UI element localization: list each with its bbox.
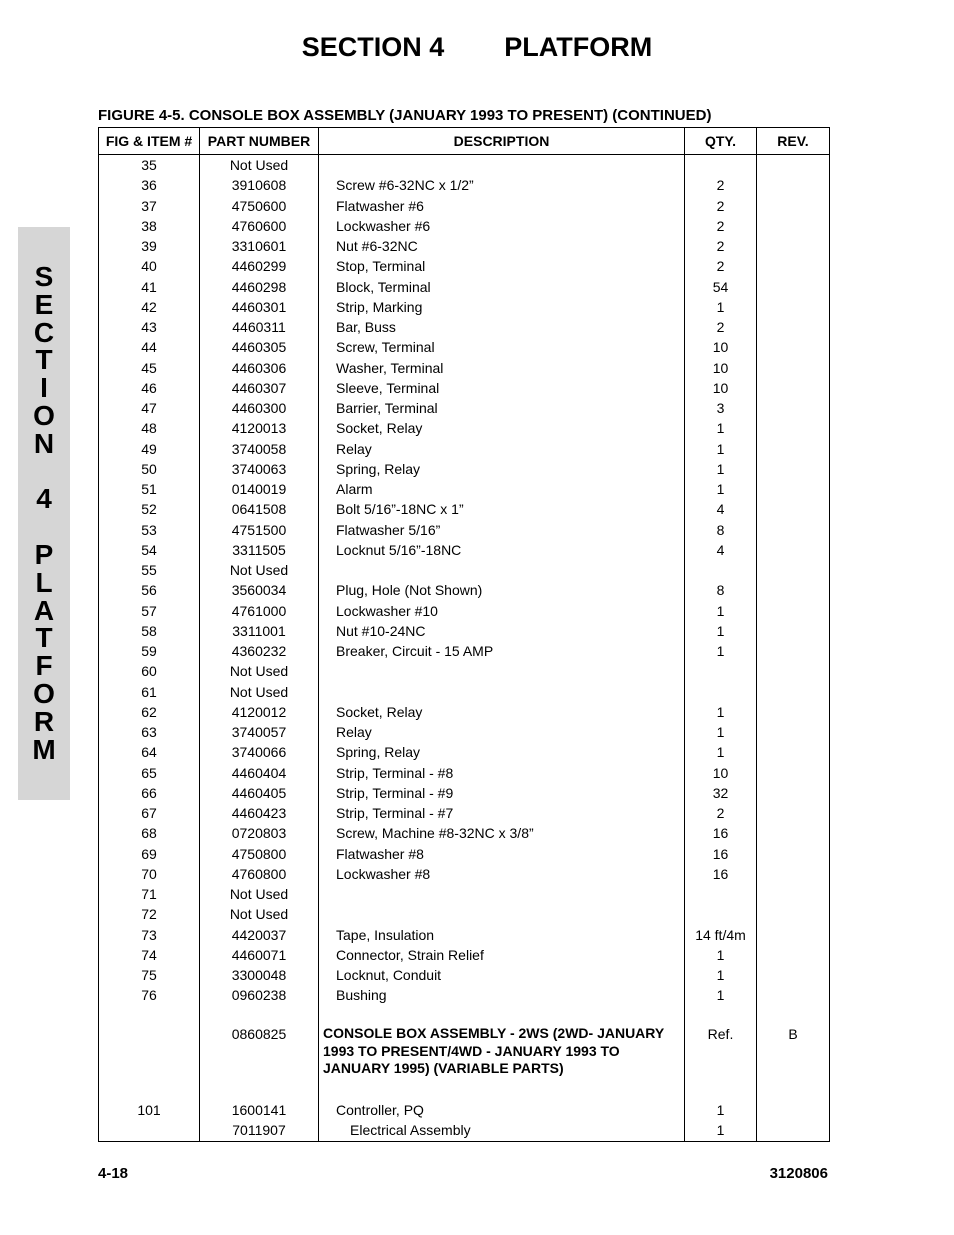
qty-cell: 1 — [716, 602, 725, 619]
item-number-cell: 73 — [141, 926, 157, 943]
part-number-cell: 0140019 — [231, 481, 287, 497]
item-number-cell: 54 — [141, 541, 157, 558]
table-row — [99, 884, 829, 904]
qty-cell: 8 — [716, 582, 725, 599]
description-cell: Screw #6-32NC x 1/2” — [336, 177, 474, 194]
item-number-cell: 65 — [141, 764, 157, 781]
col-header-item: FIG & ITEM # — [105, 133, 193, 149]
part-number-cell: 4460299 — [231, 258, 287, 275]
part-number-cell: 4120012 — [231, 703, 287, 720]
qty-cell: 2 — [716, 177, 725, 194]
table-row — [99, 499, 829, 519]
figure-title: FIGURE 4-5. CONSOLE BOX ASSEMBLY (JANUARY 1993 TO PRESENT) (CONTINUED) — [98, 107, 712, 124]
item-number-cell: 64 — [141, 744, 157, 761]
qty-cell: 32 — [712, 784, 729, 801]
qty-cell: 1 — [716, 643, 725, 659]
qty-cell: 2 — [716, 805, 725, 821]
description-cell: Relay — [336, 440, 372, 457]
description-cell: Spring, Relay — [336, 744, 421, 761]
item-number-cell: 68 — [141, 825, 157, 842]
table-row — [99, 682, 829, 702]
table-row — [99, 398, 829, 418]
part-number-cell: 4751500 — [231, 521, 287, 538]
qty-cell: 2 — [716, 197, 725, 214]
qty-cell: 1 — [716, 724, 725, 740]
description-cell: Bar, Buss — [336, 319, 396, 335]
item-number-cell: 38 — [141, 217, 157, 234]
part-number-cell: 3740066 — [231, 744, 287, 761]
description-cell: Socket, Relay — [336, 420, 423, 437]
description-cell: Strip, Terminal - #7 — [336, 805, 454, 821]
description-cell: Alarm — [336, 481, 373, 497]
item-number-cell: 56 — [141, 582, 157, 599]
part-number-cell: Not Used — [229, 886, 289, 902]
item-number-cell: 53 — [141, 521, 157, 538]
part-number-cell: 4460405 — [231, 784, 287, 801]
assembly-rev: B — [788, 1026, 798, 1042]
item-number-cell: 74 — [141, 946, 157, 963]
qty-cell: 1 — [716, 440, 725, 457]
table-row — [99, 459, 829, 479]
side-tab-letter: R — [33, 705, 55, 737]
part-number-cell: Not Used — [229, 906, 289, 923]
item-number-cell: 69 — [141, 845, 157, 862]
table-row — [99, 763, 829, 783]
table-row — [99, 236, 829, 256]
description-cell: Lockwasher #10 — [336, 602, 438, 619]
qty-cell: 2 — [716, 217, 725, 234]
side-tab-letter: T — [35, 344, 53, 376]
description-cell: Controller, PQ — [336, 1102, 424, 1118]
qty-cell: 2 — [716, 319, 725, 335]
section-header — [0, 32, 954, 63]
assembly-description-line: CONSOLE BOX ASSEMBLY - 2WS (2WD- JANUARY — [323, 1025, 665, 1041]
part-number-cell: 4360232 — [231, 643, 287, 659]
description-cell: Plug, Hole (Not Shown) — [336, 582, 483, 599]
assembly-part-number: 0860825 — [231, 1026, 287, 1042]
table-row — [99, 904, 829, 924]
item-number-cell: 76 — [141, 987, 157, 1004]
description-cell: Strip, Terminal - #8 — [336, 764, 454, 781]
item-number-cell: 39 — [141, 238, 157, 254]
qty-cell: 1 — [716, 420, 725, 437]
part-number-cell: 4460298 — [231, 278, 287, 295]
qty-cell: 16 — [712, 825, 729, 842]
description-cell: Connector, Strain Relief — [336, 946, 484, 963]
description-cell: Locknut 5/16”-18NC — [336, 541, 462, 558]
description-cell: Strip, Terminal - #9 — [336, 784, 454, 801]
description-cell: Nut #6-32NC — [336, 238, 418, 254]
qty-cell: 1 — [716, 1122, 725, 1139]
item-number-cell: 58 — [141, 622, 157, 639]
part-number-cell: Not Used — [229, 157, 289, 173]
qty-cell: 54 — [712, 278, 729, 295]
item-number-cell: 51 — [141, 481, 157, 497]
table-row — [99, 256, 829, 276]
part-number-cell: 1600141 — [231, 1102, 287, 1118]
table-body — [99, 155, 829, 1006]
description-cell: Bolt 5/16”-18NC x 1” — [336, 501, 464, 518]
section-title: PLATFORM — [504, 32, 653, 62]
table-row — [99, 985, 829, 1005]
qty-cell: 2 — [716, 258, 725, 275]
item-number-cell: 43 — [141, 319, 157, 335]
qty-cell: 1 — [716, 967, 725, 983]
description-cell: Screw, Machine #8-32NC x 3/8” — [336, 825, 534, 842]
qty-cell: 8 — [716, 521, 725, 538]
qty-cell: 10 — [712, 359, 729, 376]
side-tab-letter: T — [35, 622, 53, 654]
item-number-cell: 75 — [141, 967, 157, 983]
table-row — [99, 378, 829, 398]
qty-cell: 1 — [716, 946, 725, 963]
qty-cell: 4 — [716, 541, 725, 558]
description-cell: Flatwasher #8 — [336, 845, 424, 862]
item-number-cell: 50 — [141, 460, 157, 477]
item-number-cell: 35 — [141, 157, 157, 173]
item-number-cell: 48 — [141, 420, 157, 437]
qty-cell: 1 — [716, 622, 725, 639]
side-tab-letter: O — [33, 677, 55, 709]
part-number-cell: 3740058 — [231, 440, 287, 457]
description-cell: Bushing — [336, 987, 387, 1004]
side-tab-letter — [18, 513, 70, 541]
description-cell: Washer, Terminal — [336, 359, 444, 376]
part-number-cell: 4760800 — [231, 865, 287, 882]
table-row — [99, 621, 829, 641]
document-number: 3120806 — [769, 1165, 828, 1182]
col-header-rev: REV. — [777, 133, 809, 149]
table-row — [99, 277, 829, 297]
part-number-cell: Not Used — [229, 562, 289, 578]
section-number: SECTION 4 — [301, 32, 445, 62]
parts-table — [98, 127, 830, 1142]
item-number-cell: 42 — [141, 298, 157, 315]
item-number-cell: 101 — [137, 1102, 161, 1118]
side-tab-letter: L — [35, 566, 53, 598]
part-number-cell: 3311505 — [232, 541, 286, 558]
table-row — [99, 520, 829, 540]
table-row — [99, 783, 829, 803]
description-cell: Locknut, Conduit — [336, 967, 442, 983]
side-tab-letter: E — [34, 288, 54, 320]
table-row — [99, 560, 829, 580]
side-tab-letter: N — [33, 427, 55, 459]
table-row — [99, 742, 829, 762]
table-row — [99, 925, 829, 945]
table-row — [99, 175, 829, 195]
item-number-cell: 47 — [141, 400, 157, 416]
part-number-cell: 4750800 — [231, 845, 287, 862]
qty-cell: 14 ft/4m — [695, 926, 746, 943]
description-cell: Tape, Insulation — [336, 926, 435, 943]
table-row — [99, 945, 829, 965]
table-row — [99, 823, 829, 843]
col-header-description: DESCRIPTION — [453, 133, 550, 149]
description-cell: Barrier, Terminal — [336, 400, 438, 416]
description-cell: Stop, Terminal — [336, 258, 426, 275]
side-tab-letter: C — [33, 316, 55, 348]
description-cell: Socket, Relay — [336, 703, 423, 720]
part-number-cell: 4460306 — [231, 359, 287, 376]
description-cell: Nut #10-24NC — [336, 622, 426, 639]
qty-cell: 10 — [712, 339, 729, 356]
description-cell: Flatwasher #6 — [336, 197, 424, 214]
part-number-cell: Not Used — [229, 663, 289, 680]
table-tail — [99, 1100, 829, 1141]
item-number-cell: 57 — [141, 602, 157, 619]
assembly-description — [323, 1025, 678, 1078]
item-number-cell: 40 — [141, 258, 157, 275]
part-number-cell: 0641508 — [231, 501, 287, 518]
item-number-cell: 62 — [141, 703, 157, 720]
description-cell: Spring, Relay — [336, 460, 421, 477]
item-number-cell: 36 — [141, 177, 157, 194]
assembly-qty: Ref. — [707, 1026, 734, 1042]
table-row — [99, 540, 829, 560]
part-number-cell: 3740057 — [231, 724, 287, 740]
part-number-cell: 3740063 — [231, 460, 287, 477]
table-row — [99, 418, 829, 438]
assembly-description-line: 1993 TO PRESENT/4WD - JANUARY 1993 TO — [323, 1042, 620, 1059]
part-number-cell: 4460423 — [231, 805, 287, 821]
side-tab-letter: O — [33, 399, 55, 431]
table-row — [99, 358, 829, 378]
qty-cell: 3 — [716, 400, 725, 416]
table-row — [99, 317, 829, 337]
qty-cell: 1 — [716, 460, 725, 477]
item-number-cell: 52 — [141, 501, 157, 518]
item-number-cell: 41 — [141, 278, 157, 295]
side-tab-letter: M — [32, 733, 56, 765]
qty-cell: 4 — [716, 501, 725, 518]
table-row — [99, 661, 829, 681]
side-tab-letter: P — [34, 538, 54, 570]
table-row — [99, 803, 829, 823]
item-number-cell: 60 — [141, 663, 157, 680]
qty-cell: 16 — [712, 845, 729, 862]
side-tab-letter: S — [34, 261, 54, 292]
part-number-cell: 4460305 — [231, 339, 287, 356]
col-header-qty: QTY. — [704, 133, 737, 149]
item-number-cell: 70 — [141, 865, 157, 882]
item-number-cell: 71 — [141, 886, 157, 902]
part-number-cell: 3311001 — [232, 622, 286, 639]
table-row — [99, 844, 829, 864]
part-number-cell: 3310601 — [231, 238, 287, 254]
table-row — [99, 439, 829, 459]
part-number-cell: 4460071 — [231, 946, 287, 963]
table-row — [99, 722, 829, 742]
description-cell: Relay — [336, 724, 372, 740]
item-number-cell: 72 — [141, 906, 157, 923]
description-cell: Lockwasher #8 — [336, 865, 431, 882]
table-row — [99, 864, 829, 884]
side-tab-letter: A — [33, 594, 55, 626]
part-number-cell: 4761000 — [231, 602, 287, 619]
qty-cell: 2 — [716, 238, 725, 254]
item-number-cell: 37 — [141, 197, 157, 214]
part-number-cell: 7011907 — [232, 1122, 286, 1139]
side-tab-letter — [18, 458, 70, 486]
qty-cell: 1 — [716, 703, 725, 720]
qty-cell: 1 — [716, 298, 725, 315]
table-row — [99, 337, 829, 357]
part-number-cell: 4460300 — [231, 400, 287, 416]
description-cell: Lockwasher #6 — [336, 217, 431, 234]
table-row — [99, 297, 829, 317]
col-header-part: PART NUMBER — [207, 133, 311, 149]
table-row — [99, 965, 829, 985]
qty-cell: 10 — [712, 379, 729, 396]
part-number-cell: 3910608 — [231, 177, 287, 194]
description-cell: Flatwasher 5/16” — [336, 521, 441, 538]
part-number-cell: 0720803 — [231, 825, 287, 842]
part-number-cell: Not Used — [229, 683, 289, 700]
qty-cell: 10 — [712, 764, 729, 781]
part-number-cell: 3300048 — [231, 967, 287, 983]
table-row — [99, 216, 829, 236]
assembly-description-line: JANUARY 1995) (VARIABLE PARTS) — [323, 1060, 564, 1076]
description-cell: Breaker, Circuit - 15 AMP — [336, 643, 494, 659]
description-cell: Strip, Marking — [336, 298, 423, 315]
section-side-tab — [18, 227, 70, 800]
part-number-cell: 4750600 — [231, 197, 287, 214]
table-row — [99, 1100, 829, 1120]
description-cell: Sleeve, Terminal — [336, 379, 440, 396]
part-number-cell: 4460301 — [231, 298, 287, 315]
table-row — [99, 702, 829, 722]
side-tab-letter: I — [40, 372, 48, 404]
description-cell: Screw, Terminal — [336, 339, 435, 356]
part-number-cell: 4460311 — [232, 319, 286, 335]
item-number-cell: 63 — [141, 724, 157, 740]
item-number-cell: 66 — [141, 784, 157, 801]
side-tab-letter: 4 — [36, 483, 52, 515]
part-number-cell: 4120013 — [231, 420, 287, 437]
item-number-cell: 55 — [141, 562, 157, 578]
item-number-cell: 46 — [141, 379, 157, 396]
item-number-cell: 49 — [141, 440, 157, 457]
item-number-cell: 45 — [141, 359, 157, 376]
part-number-cell: 4760600 — [231, 217, 287, 234]
item-number-cell: 61 — [141, 683, 157, 700]
part-number-cell: 3560034 — [231, 582, 287, 599]
item-number-cell: 44 — [141, 339, 157, 356]
qty-cell: 1 — [716, 987, 725, 1004]
table-row — [99, 479, 829, 499]
part-number-cell: 4420037 — [231, 926, 287, 943]
table-row — [99, 601, 829, 621]
part-number-cell: 4460404 — [231, 764, 287, 781]
table-row — [99, 1120, 829, 1140]
item-number-cell: 59 — [141, 643, 157, 659]
side-tab-letters — [18, 263, 70, 763]
item-number-cell: 67 — [141, 805, 157, 821]
qty-cell: 1 — [716, 1102, 725, 1118]
page-number: 4-18 — [98, 1165, 129, 1182]
description-cell: Block, Terminal — [336, 278, 431, 295]
table-row — [99, 196, 829, 216]
qty-cell: 1 — [716, 481, 725, 497]
table-row — [99, 641, 829, 661]
qty-cell: 16 — [712, 865, 729, 882]
part-number-cell: 0960238 — [231, 987, 287, 1004]
part-number-cell: 4460307 — [231, 379, 287, 396]
table-row — [99, 155, 829, 175]
table-row — [99, 580, 829, 600]
description-cell: Electrical Assembly — [350, 1122, 471, 1139]
qty-cell: 1 — [716, 744, 725, 761]
side-tab-letter: F — [35, 650, 53, 682]
